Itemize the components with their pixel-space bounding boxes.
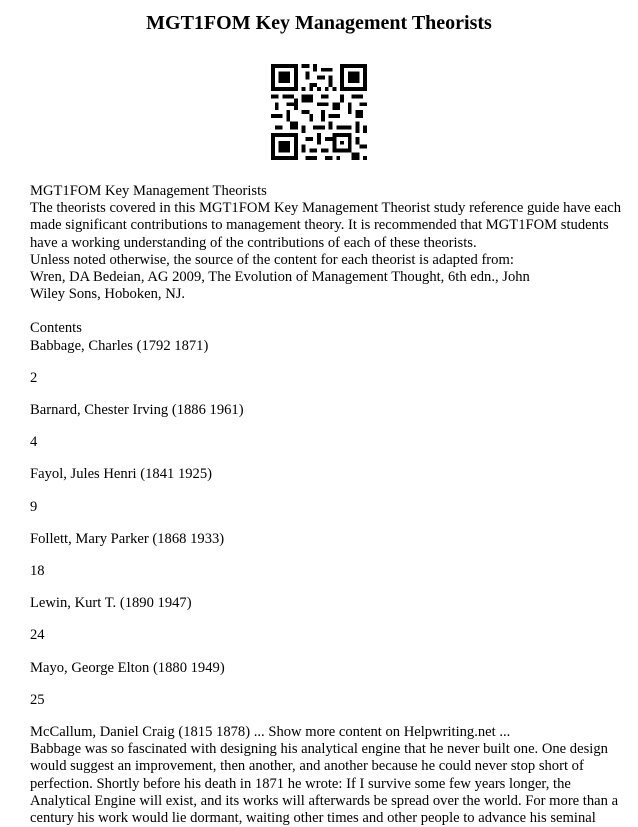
intro-line: Wren, DA Bedeian, AG 2009, The Evolution of Management Thought, 6th edn., John bbox=[30, 269, 530, 286]
closing-line: would suggest an improvement, then another, and another because he could never stop short of bbox=[30, 758, 584, 775]
closing-line: perfection. Shortly before his death in 1871 he wrote: If I survive some few years longer, the bbox=[30, 775, 571, 792]
toc-entry-page: 18 bbox=[30, 563, 45, 580]
document-body bbox=[30, 183, 622, 827]
toc-entry-name: Babbage, Charles (1792 1871) bbox=[30, 337, 209, 354]
closing-line: McCallum, Daniel Craig (1815 1878) ... Show more content on Helpwriting.net ... bbox=[30, 724, 511, 741]
toc-entry-page: 9 bbox=[30, 498, 38, 515]
toc-entry-name: Follett, Mary Parker (1868 1933) bbox=[30, 530, 225, 547]
closing-line: century his work would lie dormant, waiting other times and other people to advance his seminal bbox=[30, 810, 596, 827]
contents-label: Contents bbox=[30, 320, 82, 337]
toc-entry-page: 25 bbox=[30, 691, 45, 708]
intro-line: Wiley Sons, Hoboken, NJ. bbox=[30, 286, 186, 303]
closing-line: Analytical Engine will exist, and its works will afterwards be spread over the world. For more than a bbox=[30, 792, 619, 809]
closing-line: Babbage was so fascinated with designing his analytical engine that he never built one. One design bbox=[30, 741, 608, 758]
toc-entry-name: Barnard, Chester Irving (1886 1961) bbox=[30, 402, 244, 419]
toc-entry-name: Lewin, Kurt T. (1890 1947) bbox=[30, 595, 192, 612]
document-title: MGT1FOM Key Management Theorists bbox=[146, 12, 492, 34]
intro-line: Unless noted otherwise, the source of the content for each theorist is adapted from: bbox=[30, 251, 514, 268]
toc-entry-name: Mayo, George Elton (1880 1949) bbox=[30, 659, 225, 676]
toc-entry-page: 4 bbox=[30, 434, 38, 451]
toc-entry-name: Fayol, Jules Henri (1841 1925) bbox=[30, 466, 212, 483]
intro-line: The theorists covered in this MGT1FOM Key Management Theorist study reference guide have each bbox=[30, 200, 622, 217]
intro-line: made significant contributions to management theory. It is recommended that MGT1FOM students bbox=[30, 217, 609, 234]
qr-code-icon bbox=[271, 64, 367, 160]
toc-entry-page: 2 bbox=[30, 369, 38, 386]
toc-entry-page: 24 bbox=[30, 627, 45, 644]
intro-line: have a working understanding of the contributions of each of these theorists. bbox=[30, 234, 477, 251]
intro-heading: MGT1FOM Key Management Theorists bbox=[30, 183, 267, 199]
